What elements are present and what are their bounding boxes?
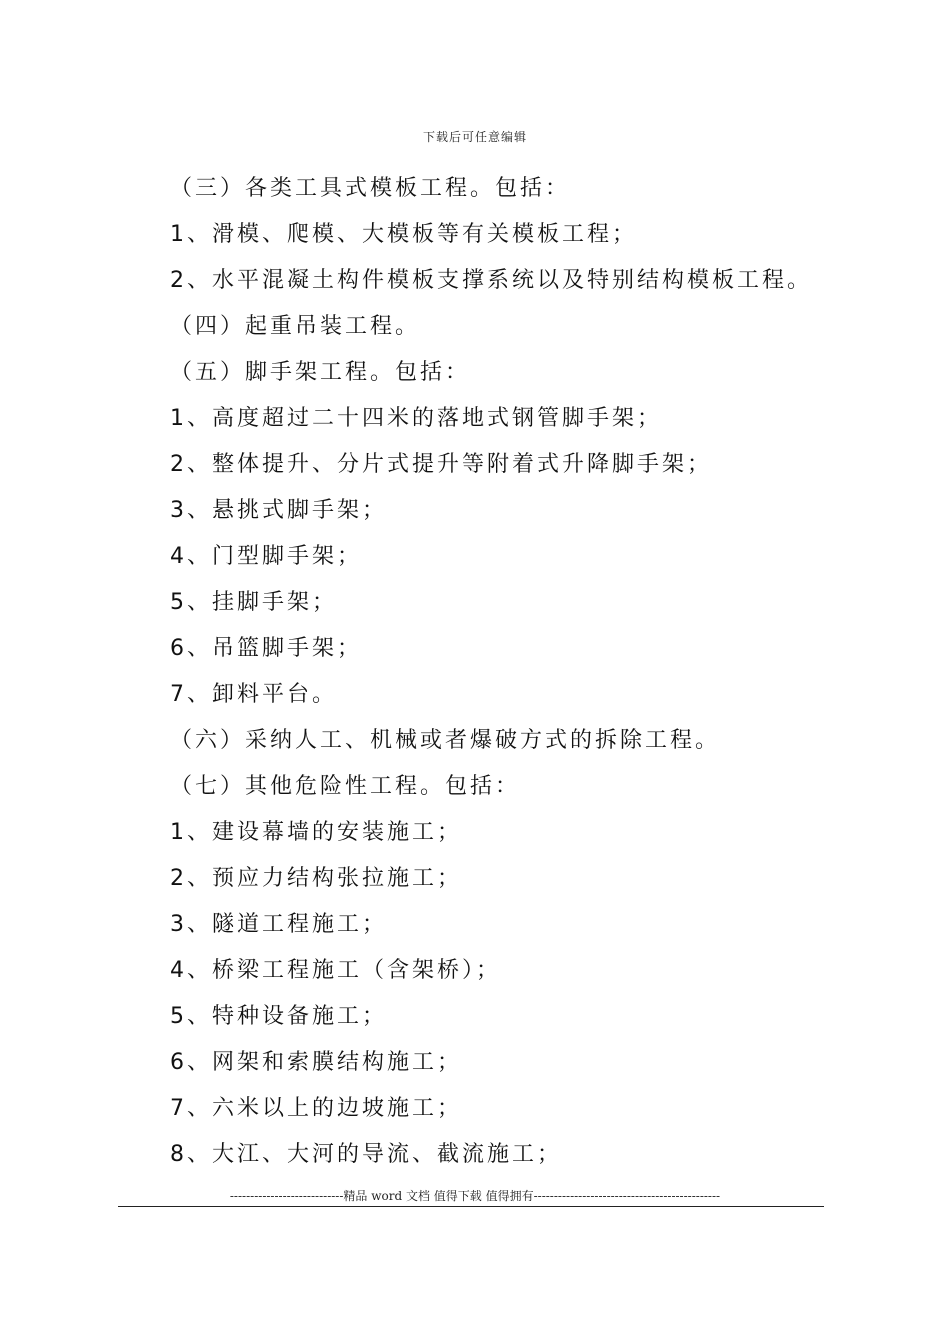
- list-item: 7、卸料平台。: [170, 682, 337, 707]
- page-footer: ----------------------------精品 word 文档 值得下载 值得拥有----------------------------------------------: [229, 1189, 721, 1203]
- list-item: 5、特种设备施工；: [170, 1004, 387, 1029]
- list-item: 6、网架和索膜结构施工；: [170, 1050, 462, 1075]
- section-heading-5: （五）脚手架工程。包括：: [170, 360, 471, 385]
- list-item: 3、悬挑式脚手架；: [170, 498, 387, 523]
- list-item: 4、门型脚手架；: [170, 544, 362, 569]
- list-item: 3、隧道工程施工；: [170, 912, 387, 937]
- page-header: 下载后可任意编辑: [422, 130, 527, 144]
- list-item: 4、桥梁工程施工（含架桥）；: [170, 958, 501, 983]
- list-item: 6、吊篮脚手架；: [170, 636, 362, 661]
- list-item: 1、滑模、爬模、大模板等有关模板工程；: [170, 222, 637, 247]
- list-item: 2、预应力结构张拉施工；: [170, 866, 462, 891]
- document-body: [170, 170, 830, 1182]
- list-item: 8、大江、大河的导流、截流施工；: [170, 1142, 562, 1167]
- list-item: 2、水平混凝土构件模板支撑系统以及特别结构模板工程。: [170, 268, 812, 293]
- section-heading-6: （六）采纳人工、机械或者爆破方式的拆除工程。: [170, 728, 721, 753]
- list-item: 5、挂脚手架；: [170, 590, 337, 615]
- list-item: 7、六米以上的边坡施工；: [170, 1096, 462, 1121]
- section-heading-7: （七）其他危险性工程。包括：: [170, 774, 521, 799]
- list-item: 2、整体提升、分片式提升等附着式升降脚手架；: [170, 452, 712, 477]
- section-heading-4: （四）起重吊装工程。: [170, 314, 421, 339]
- list-item: 1、建设幕墙的安装施工；: [170, 820, 462, 845]
- footer-divider: [118, 1206, 824, 1207]
- list-item: 1、高度超过二十四米的落地式钢管脚手架；: [170, 406, 662, 431]
- section-heading-3: （三）各类工具式模板工程。包括：: [170, 176, 571, 201]
